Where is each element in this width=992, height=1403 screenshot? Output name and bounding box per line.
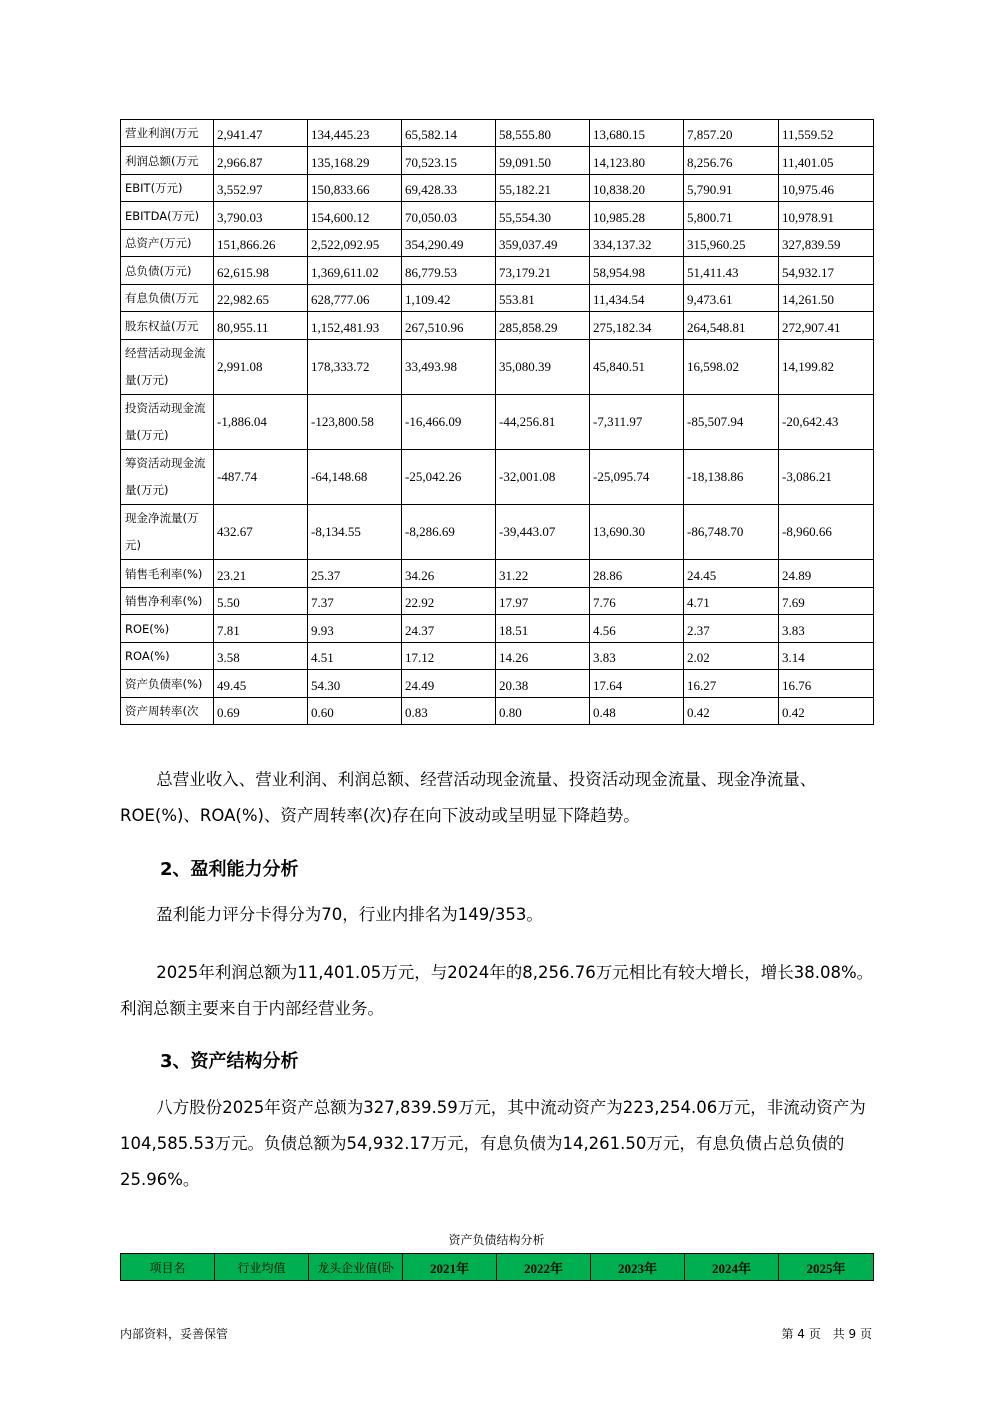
value-cell: 18.51 <box>496 615 590 643</box>
value-cell: 55,182.21 <box>496 175 590 202</box>
value-cell: 54,932.17 <box>779 257 874 285</box>
row-label: ROE(%) <box>121 615 214 643</box>
value-cell: 23.21 <box>214 560 308 588</box>
table-row <box>121 588 874 615</box>
value-cell: 2,522,092.95 <box>308 230 402 257</box>
row-label: ROA(%) <box>121 643 214 670</box>
value-cell: 25.37 <box>308 560 402 588</box>
value-cell: 34.26 <box>402 560 496 588</box>
value-cell: 2,966.87 <box>214 147 308 175</box>
value-cell: 17.12 <box>402 643 496 670</box>
value-cell: 5.50 <box>214 588 308 615</box>
value-cell: 7.37 <box>308 588 402 615</box>
value-cell: -1,886.04 <box>214 395 308 450</box>
header-cell: 项目名 <box>121 1254 215 1281</box>
table-row <box>121 643 874 670</box>
row-label: 总负债(万元) <box>121 257 214 285</box>
value-cell: 59,091.50 <box>496 147 590 175</box>
row-label: 资产负债率(%) <box>121 670 214 698</box>
value-cell: 0.42 <box>779 698 874 725</box>
value-cell: 14.26 <box>496 643 590 670</box>
value-cell: 31.22 <box>496 560 590 588</box>
value-cell: 11,434.54 <box>590 285 684 312</box>
table-row <box>121 230 874 257</box>
table-row <box>121 560 874 588</box>
value-cell: 334,137.32 <box>590 230 684 257</box>
value-cell: 151,866.26 <box>214 230 308 257</box>
value-cell: 432.67 <box>214 505 308 560</box>
table-header-row <box>121 1254 874 1281</box>
asset-structure-paragraph: 八方股份2025年资产总额为327,839.59万元，其中流动资产为223,254.06万元，非流动资产为104,585.53万元。负债总额为54,932.17万元，有息负债为14,261.50万元，有息负债占总负债的25.96%。 <box>120 1098 866 1189</box>
value-cell: 4.56 <box>590 615 684 643</box>
value-cell: 267,510.96 <box>402 312 496 340</box>
value-cell: -8,134.55 <box>308 505 402 560</box>
value-cell: 14,123.80 <box>590 147 684 175</box>
value-cell: 10,985.28 <box>590 202 684 230</box>
value-cell: 7,857.20 <box>684 120 779 147</box>
value-cell: 3.83 <box>590 643 684 670</box>
value-cell: 70,050.03 <box>402 202 496 230</box>
header-cell: 2022年 <box>497 1254 591 1281</box>
table-row <box>121 312 874 340</box>
value-cell: 2,991.08 <box>214 340 308 395</box>
value-cell: 20.38 <box>496 670 590 698</box>
value-cell: -25,095.74 <box>590 450 684 505</box>
table-row <box>121 120 874 147</box>
value-cell: -32,001.08 <box>496 450 590 505</box>
value-cell: 22,982.65 <box>214 285 308 312</box>
value-cell: 62,615.98 <box>214 257 308 285</box>
value-cell: -123,800.58 <box>308 395 402 450</box>
footer-page-number: 第 4 页 共 9 页 <box>781 1327 872 1341</box>
header-cell: 2024年 <box>685 1254 779 1281</box>
value-cell: 3.14 <box>779 643 874 670</box>
value-cell: 10,838.20 <box>590 175 684 202</box>
value-cell: 24.45 <box>684 560 779 588</box>
value-cell: 315,960.25 <box>684 230 779 257</box>
value-cell: 16.76 <box>779 670 874 698</box>
table-row <box>121 450 874 505</box>
value-cell: 2.02 <box>684 643 779 670</box>
structure-table-title: 资产负债结构分析 <box>448 1233 545 1247</box>
value-cell: 0.83 <box>402 698 496 725</box>
table-row <box>121 670 874 698</box>
value-cell: 0.42 <box>684 698 779 725</box>
value-cell: 628,777.06 <box>308 285 402 312</box>
value-cell: 154,600.12 <box>308 202 402 230</box>
value-cell: 35,080.39 <box>496 340 590 395</box>
value-cell: 10,975.46 <box>779 175 874 202</box>
value-cell: 24.37 <box>402 615 496 643</box>
value-cell: 17.64 <box>590 670 684 698</box>
balance-structure-table <box>120 1253 874 1281</box>
row-label: 营业利润(万元 <box>121 120 214 147</box>
value-cell: -16,466.09 <box>402 395 496 450</box>
table-row <box>121 285 874 312</box>
row-label: EBITDA(万元) <box>121 202 214 230</box>
value-cell: 7.69 <box>779 588 874 615</box>
value-cell: 28.86 <box>590 560 684 588</box>
value-cell: 3,552.97 <box>214 175 308 202</box>
value-cell: 3.58 <box>214 643 308 670</box>
row-label: 经营活动现金流量(万元) <box>121 340 214 395</box>
financial-indicators-table <box>120 119 874 725</box>
value-cell: -85,507.94 <box>684 395 779 450</box>
value-cell: 1,109.42 <box>402 285 496 312</box>
value-cell: 24.49 <box>402 670 496 698</box>
value-cell: 1,152,481.93 <box>308 312 402 340</box>
value-cell: 327,839.59 <box>779 230 874 257</box>
value-cell: -3,086.21 <box>779 450 874 505</box>
value-cell: 3.83 <box>779 615 874 643</box>
value-cell: 4.51 <box>308 643 402 670</box>
value-cell: -86,748.70 <box>684 505 779 560</box>
value-cell: 4.71 <box>684 588 779 615</box>
value-cell: 553.81 <box>496 285 590 312</box>
value-cell: -25,042.26 <box>402 450 496 505</box>
value-cell: 1,369,611.02 <box>308 257 402 285</box>
value-cell: 13,690.30 <box>590 505 684 560</box>
row-label: EBIT(万元) <box>121 175 214 202</box>
value-cell: 16,598.02 <box>684 340 779 395</box>
row-label: 销售净利率(%) <box>121 588 214 615</box>
row-label: 股东权益(万元 <box>121 312 214 340</box>
value-cell: 0.69 <box>214 698 308 725</box>
value-cell: -487.74 <box>214 450 308 505</box>
header-cell: 2023年 <box>591 1254 685 1281</box>
table-row <box>121 395 874 450</box>
value-cell: -64,148.68 <box>308 450 402 505</box>
value-cell: 5,790.91 <box>684 175 779 202</box>
footer-confidential-note: 内部资料，妥善保管 <box>120 1327 229 1341</box>
value-cell: -39,443.07 <box>496 505 590 560</box>
value-cell: 275,182.34 <box>590 312 684 340</box>
value-cell: 14,199.82 <box>779 340 874 395</box>
value-cell: -20,642.43 <box>779 395 874 450</box>
value-cell: 54.30 <box>308 670 402 698</box>
header-cell: 行业均值 <box>215 1254 309 1281</box>
value-cell: 8,256.76 <box>684 147 779 175</box>
value-cell: 134,445.23 <box>308 120 402 147</box>
value-cell: 2,941.47 <box>214 120 308 147</box>
section-heading-profitability: 2、盈利能力分析 <box>160 859 299 880</box>
table-row <box>121 615 874 643</box>
value-cell: 359,037.49 <box>496 230 590 257</box>
value-cell: 7.76 <box>590 588 684 615</box>
value-cell: 178,333.72 <box>308 340 402 395</box>
value-cell: 11,401.05 <box>779 147 874 175</box>
value-cell: 55,554.30 <box>496 202 590 230</box>
value-cell: 0.60 <box>308 698 402 725</box>
value-cell: 45,840.51 <box>590 340 684 395</box>
value-cell: 285,858.29 <box>496 312 590 340</box>
value-cell: 9.93 <box>308 615 402 643</box>
value-cell: 10,978.91 <box>779 202 874 230</box>
value-cell: 264,548.81 <box>684 312 779 340</box>
value-cell: 33,493.98 <box>402 340 496 395</box>
header-cell: 2025年 <box>779 1254 874 1281</box>
value-cell: 58,555.80 <box>496 120 590 147</box>
value-cell: 272,907.41 <box>779 312 874 340</box>
value-cell: 135,168.29 <box>308 147 402 175</box>
value-cell: 70,523.15 <box>402 147 496 175</box>
value-cell: 0.48 <box>590 698 684 725</box>
row-label: 筹资活动现金流量(万元) <box>121 450 214 505</box>
table-row <box>121 147 874 175</box>
value-cell: -44,256.81 <box>496 395 590 450</box>
value-cell: 14,261.50 <box>779 285 874 312</box>
value-cell: 51,411.43 <box>684 257 779 285</box>
value-cell: 7.81 <box>214 615 308 643</box>
value-cell: 22.92 <box>402 588 496 615</box>
table-row <box>121 698 874 725</box>
value-cell: 86,779.53 <box>402 257 496 285</box>
table-row <box>121 340 874 395</box>
value-cell: 11,559.52 <box>779 120 874 147</box>
value-cell: 17.97 <box>496 588 590 615</box>
header-cell: 龙头企业值(卧 <box>309 1254 403 1281</box>
value-cell: 49.45 <box>214 670 308 698</box>
value-cell: -7,311.97 <box>590 395 684 450</box>
value-cell: 65,582.14 <box>402 120 496 147</box>
row-label: 销售毛利率(%) <box>121 560 214 588</box>
value-cell: 24.89 <box>779 560 874 588</box>
value-cell: -8,286.69 <box>402 505 496 560</box>
value-cell: -8,960.66 <box>779 505 874 560</box>
value-cell: 2.37 <box>684 615 779 643</box>
row-label: 总资产(万元) <box>121 230 214 257</box>
value-cell: 150,833.66 <box>308 175 402 202</box>
table-row <box>121 257 874 285</box>
value-cell: 13,680.15 <box>590 120 684 147</box>
section-heading-asset-structure: 3、资产结构分析 <box>160 1051 299 1072</box>
value-cell: 3,790.03 <box>214 202 308 230</box>
table-row <box>121 505 874 560</box>
value-cell: 80,955.11 <box>214 312 308 340</box>
header-cell: 2021年 <box>403 1254 497 1281</box>
value-cell: 58,954.98 <box>590 257 684 285</box>
value-cell: 5,800.71 <box>684 202 779 230</box>
row-label: 利润总额(万元 <box>121 147 214 175</box>
value-cell: -18,138.86 <box>684 450 779 505</box>
value-cell: 69,428.33 <box>402 175 496 202</box>
table-row <box>121 202 874 230</box>
value-cell: 73,179.21 <box>496 257 590 285</box>
trend-summary-paragraph: 总营业收入、营业利润、利润总额、经营活动现金流量、投资活动现金流量、现金净流量、ROE(%)、ROA(%)、资产周转率(次)存在向下波动或呈明显下降趋势。 <box>120 770 817 825</box>
row-label: 资产周转率(次 <box>121 698 214 725</box>
value-cell: 9,473.61 <box>684 285 779 312</box>
row-label: 现金净流量(万元) <box>121 505 214 560</box>
table-row <box>121 175 874 202</box>
row-label: 投资活动现金流量(万元) <box>121 395 214 450</box>
row-label: 有息负债(万元 <box>121 285 214 312</box>
profit-growth-paragraph: 2025年利润总额为11,401.05万元，与2024年的8,256.76万元相比有较大增长，增长38.08%。利润总额主要来自于内部经营业务。 <box>120 963 874 1018</box>
value-cell: 354,290.49 <box>402 230 496 257</box>
profitability-score-paragraph: 盈利能力评分卡得分为70，行业内排名为149/353。 <box>156 905 543 924</box>
value-cell: 0.80 <box>496 698 590 725</box>
value-cell: 16.27 <box>684 670 779 698</box>
